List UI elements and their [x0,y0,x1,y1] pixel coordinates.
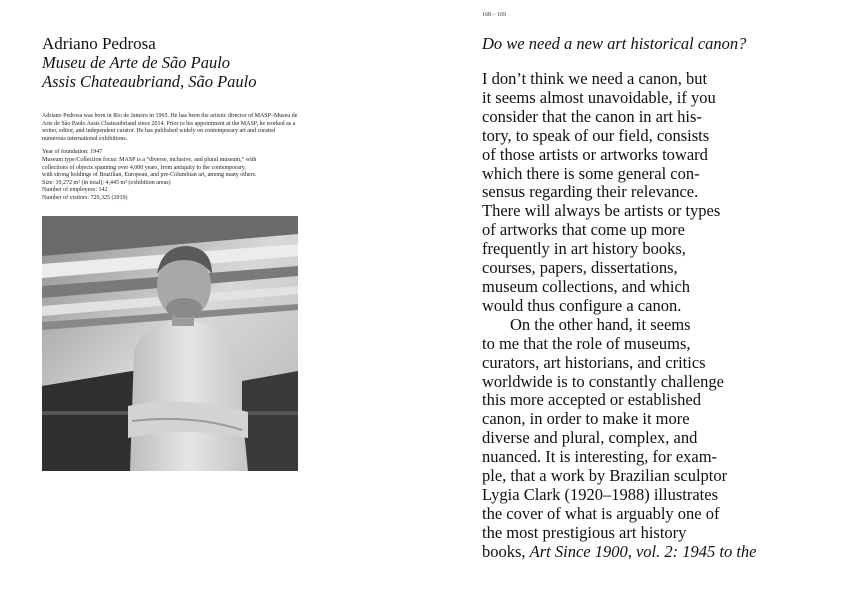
fact-line: Number of visitors: 729,325 (2019) [42,194,128,201]
text-line: this more accepted or established [482,390,702,410]
text-line: courses, papers, dissertations, [482,258,678,278]
portrait-photo [42,216,298,471]
text-line-last [482,543,782,562]
text-line: of artworks that come up more [482,220,685,240]
author-name: Adriano Pedrosa [42,34,156,53]
book-title: Art Since 1900, vol. 2: 1945 to the [529,541,757,561]
text-line: curators, art historians, and critics [482,352,706,372]
text-line: ple, that a work by Brazilian sculptor [482,466,728,486]
text-line: worldwide is to constantly challenge [482,371,724,391]
right-page [482,34,782,562]
interview-question: Do we need a new art historical canon? [482,34,747,53]
portrait-photo-illustration [42,216,298,471]
text-line: would thus configure a canon. [482,295,682,315]
fact-line: Size: 10,272 m² (in total); 4,445 m² (exhibition areas) [42,179,171,186]
fact-line: Year of foundation: 1947 [42,149,103,156]
text-line: canon, in order to make it more [482,409,690,429]
text-line: On the other hand, it seems [510,314,691,334]
text-line: frequently in art history books, [482,239,686,259]
text-line: museum collections, and which [482,276,691,296]
text-line: the most prestigious art history [482,522,687,542]
left-page [42,34,298,203]
text-line: it seems almost unavoidable, if you [482,87,716,107]
fact-line: Number of employees: 142 [42,187,108,194]
text-line: which there is some general con- [482,163,700,183]
text-line: the cover of what is arguably one of [482,503,720,523]
text-line: sensus regarding their relevance. [482,182,699,202]
text-line: Lygia Clark (1920–1988) illustrates [482,484,719,504]
museum-facts [42,149,298,202]
page-number: 168 – 169 [482,12,506,18]
text-line: There will always be artists or types [482,201,721,221]
fact-line: collections of objects spanning over 4,000 years, from antiquity to the contemporary, [42,164,246,171]
fact-line: with strong holdings of Brazilian, European, and pre-Columbian art, among many others. [42,172,257,179]
text-line: I don’t think we need a canon, but [482,69,708,88]
text-line: consider that the canon in art his- [482,106,702,126]
text-line-last-start: books, [482,541,530,561]
text-line: to me that the role of museums, [482,333,691,353]
fact-line: Museum type/Collection focus: MASP is a “diverse, inclusive, and plural museum,” with [42,156,257,163]
institution-line-1: Museu de Arte de São Paulo [42,53,231,72]
text-line: nuanced. It is interesting, for exam- [482,447,718,467]
interview-answer [482,70,782,562]
institution-line-2: Assis Chateaubriand, São Paulo [42,72,257,91]
text-line: tory, to speak of our field, consists [482,125,710,145]
text-line: diverse and plural, complex, and [482,428,698,448]
text-line: of those artists or artworks toward [482,144,708,164]
author-bio: Adriano Pedrosa was born in Rio de Janeiro in 1965. He has been the artistic director of MASP–Museu de Arte de São Paulo Assis Chateaubriand since 2014. Prior to his appointment at the MASP, he worked as a writer, editor, and independent curator. He has published widely on contemporary art and curated numerous international exhibitions. [42,113,298,142]
